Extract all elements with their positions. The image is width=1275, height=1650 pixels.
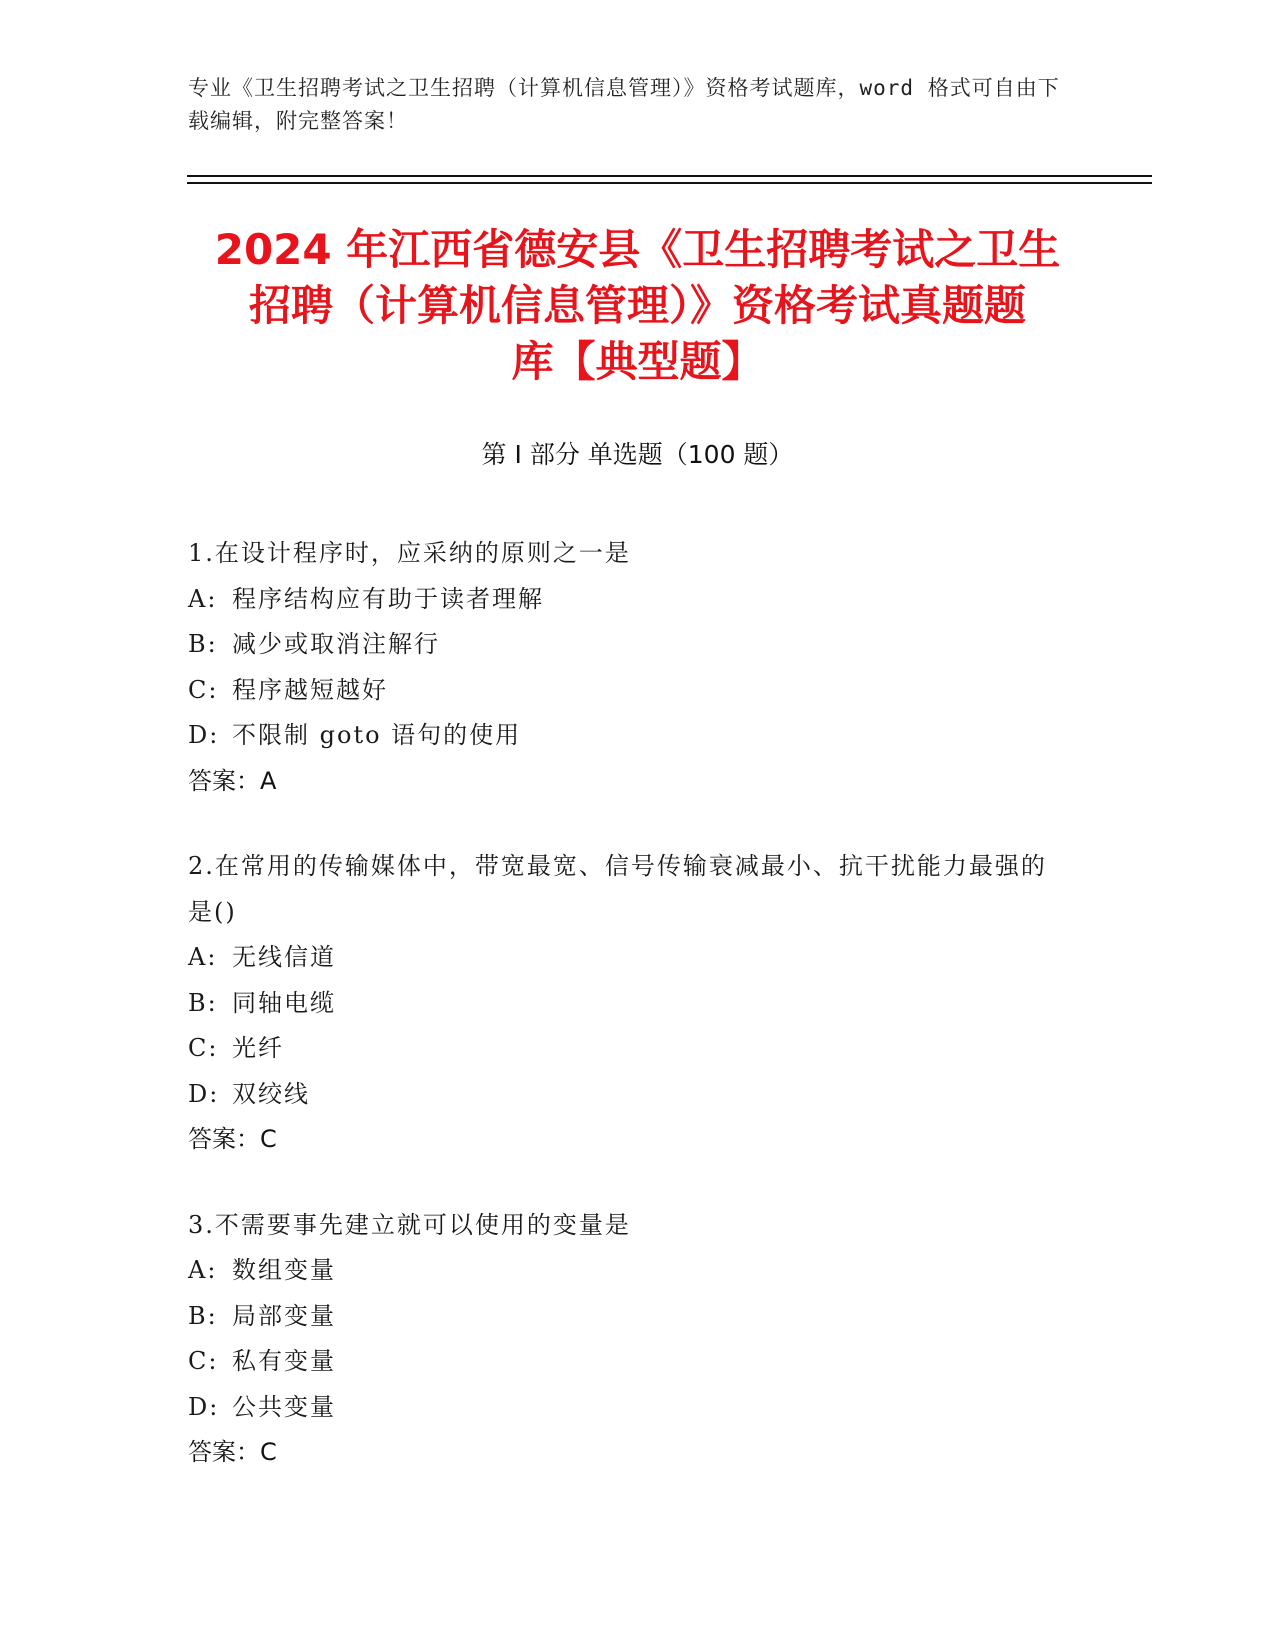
title-line-1: 2024 年江西省德安县《卫生招聘考试之卫生 bbox=[214, 225, 1061, 274]
option-letter: B: bbox=[188, 630, 218, 658]
option-d bbox=[188, 713, 1078, 759]
option-letter: C: bbox=[188, 1347, 219, 1375]
option-c bbox=[188, 1026, 1078, 1072]
option-a bbox=[188, 577, 1078, 623]
option-text: 光纤 bbox=[232, 1034, 284, 1062]
option-letter: D: bbox=[188, 1079, 220, 1108]
option-letter: A: bbox=[188, 1256, 218, 1284]
option-d bbox=[188, 1072, 1078, 1118]
answer-line: 答案：A bbox=[188, 766, 277, 795]
question-list bbox=[188, 531, 1078, 1516]
option-text: 程序越短越好 bbox=[232, 675, 388, 704]
option-letter: A: bbox=[188, 584, 218, 613]
option-letter: D: bbox=[188, 1392, 220, 1421]
option-letter: B: bbox=[188, 1301, 218, 1330]
option-b bbox=[188, 622, 1078, 668]
title-line-2: 招聘（计算机信息管理）》资格考试真题题 bbox=[248, 281, 1026, 330]
question-1 bbox=[188, 531, 1078, 804]
option-b bbox=[188, 981, 1078, 1027]
option-text: 双绞线 bbox=[232, 1079, 310, 1108]
option-c bbox=[188, 668, 1078, 714]
answer-line: 答案：C bbox=[188, 1125, 277, 1153]
option-text: 私有变量 bbox=[232, 1347, 336, 1375]
option-d bbox=[188, 1385, 1078, 1431]
option-letter: C: bbox=[188, 1034, 219, 1062]
header-divider-thick bbox=[187, 182, 1152, 184]
question-2 bbox=[188, 844, 1078, 1163]
document-title bbox=[170, 222, 1105, 390]
option-text: 局部变量 bbox=[232, 1301, 336, 1330]
answer-line: 答案：C bbox=[188, 1438, 277, 1466]
option-text: 程序结构应有助于读者理解 bbox=[232, 584, 544, 613]
option-letter: D: bbox=[188, 721, 220, 749]
question-stem: 1.在设计程序时，应采纳的原则之一是 bbox=[188, 539, 631, 567]
option-text: 减少或取消注解行 bbox=[232, 630, 440, 658]
question-stem: 2.在常用的传输媒体中，带宽最宽、信号传输衰减最小、抗干扰能力最强的是() bbox=[188, 852, 1047, 926]
option-text: 不限制 goto 语句的使用 bbox=[232, 721, 522, 749]
option-letter: B: bbox=[188, 988, 218, 1017]
option-c bbox=[188, 1339, 1078, 1385]
option-letter: C: bbox=[188, 675, 219, 704]
option-text: 公共变量 bbox=[232, 1392, 336, 1421]
header-note: 专业《卫生招聘考试之卫生招聘（计算机信息管理）》资格考试题库，word 格式可自由下载编辑，附完整答案！ bbox=[188, 76, 1060, 133]
option-text: 无线信道 bbox=[232, 943, 336, 971]
option-a bbox=[188, 1248, 1078, 1294]
question-3 bbox=[188, 1203, 1078, 1476]
section-heading: 第 I 部分 单选题（100 题） bbox=[481, 440, 794, 469]
option-a bbox=[188, 935, 1078, 981]
option-text: 同轴电缆 bbox=[232, 988, 336, 1017]
option-letter: A: bbox=[188, 943, 218, 971]
title-line-3: 库【典型题】 bbox=[511, 337, 764, 386]
header-divider-thin bbox=[187, 175, 1152, 177]
option-text: 数组变量 bbox=[232, 1256, 336, 1284]
option-b bbox=[188, 1294, 1078, 1340]
question-stem: 3.不需要事先建立就可以使用的变量是 bbox=[188, 1210, 631, 1239]
